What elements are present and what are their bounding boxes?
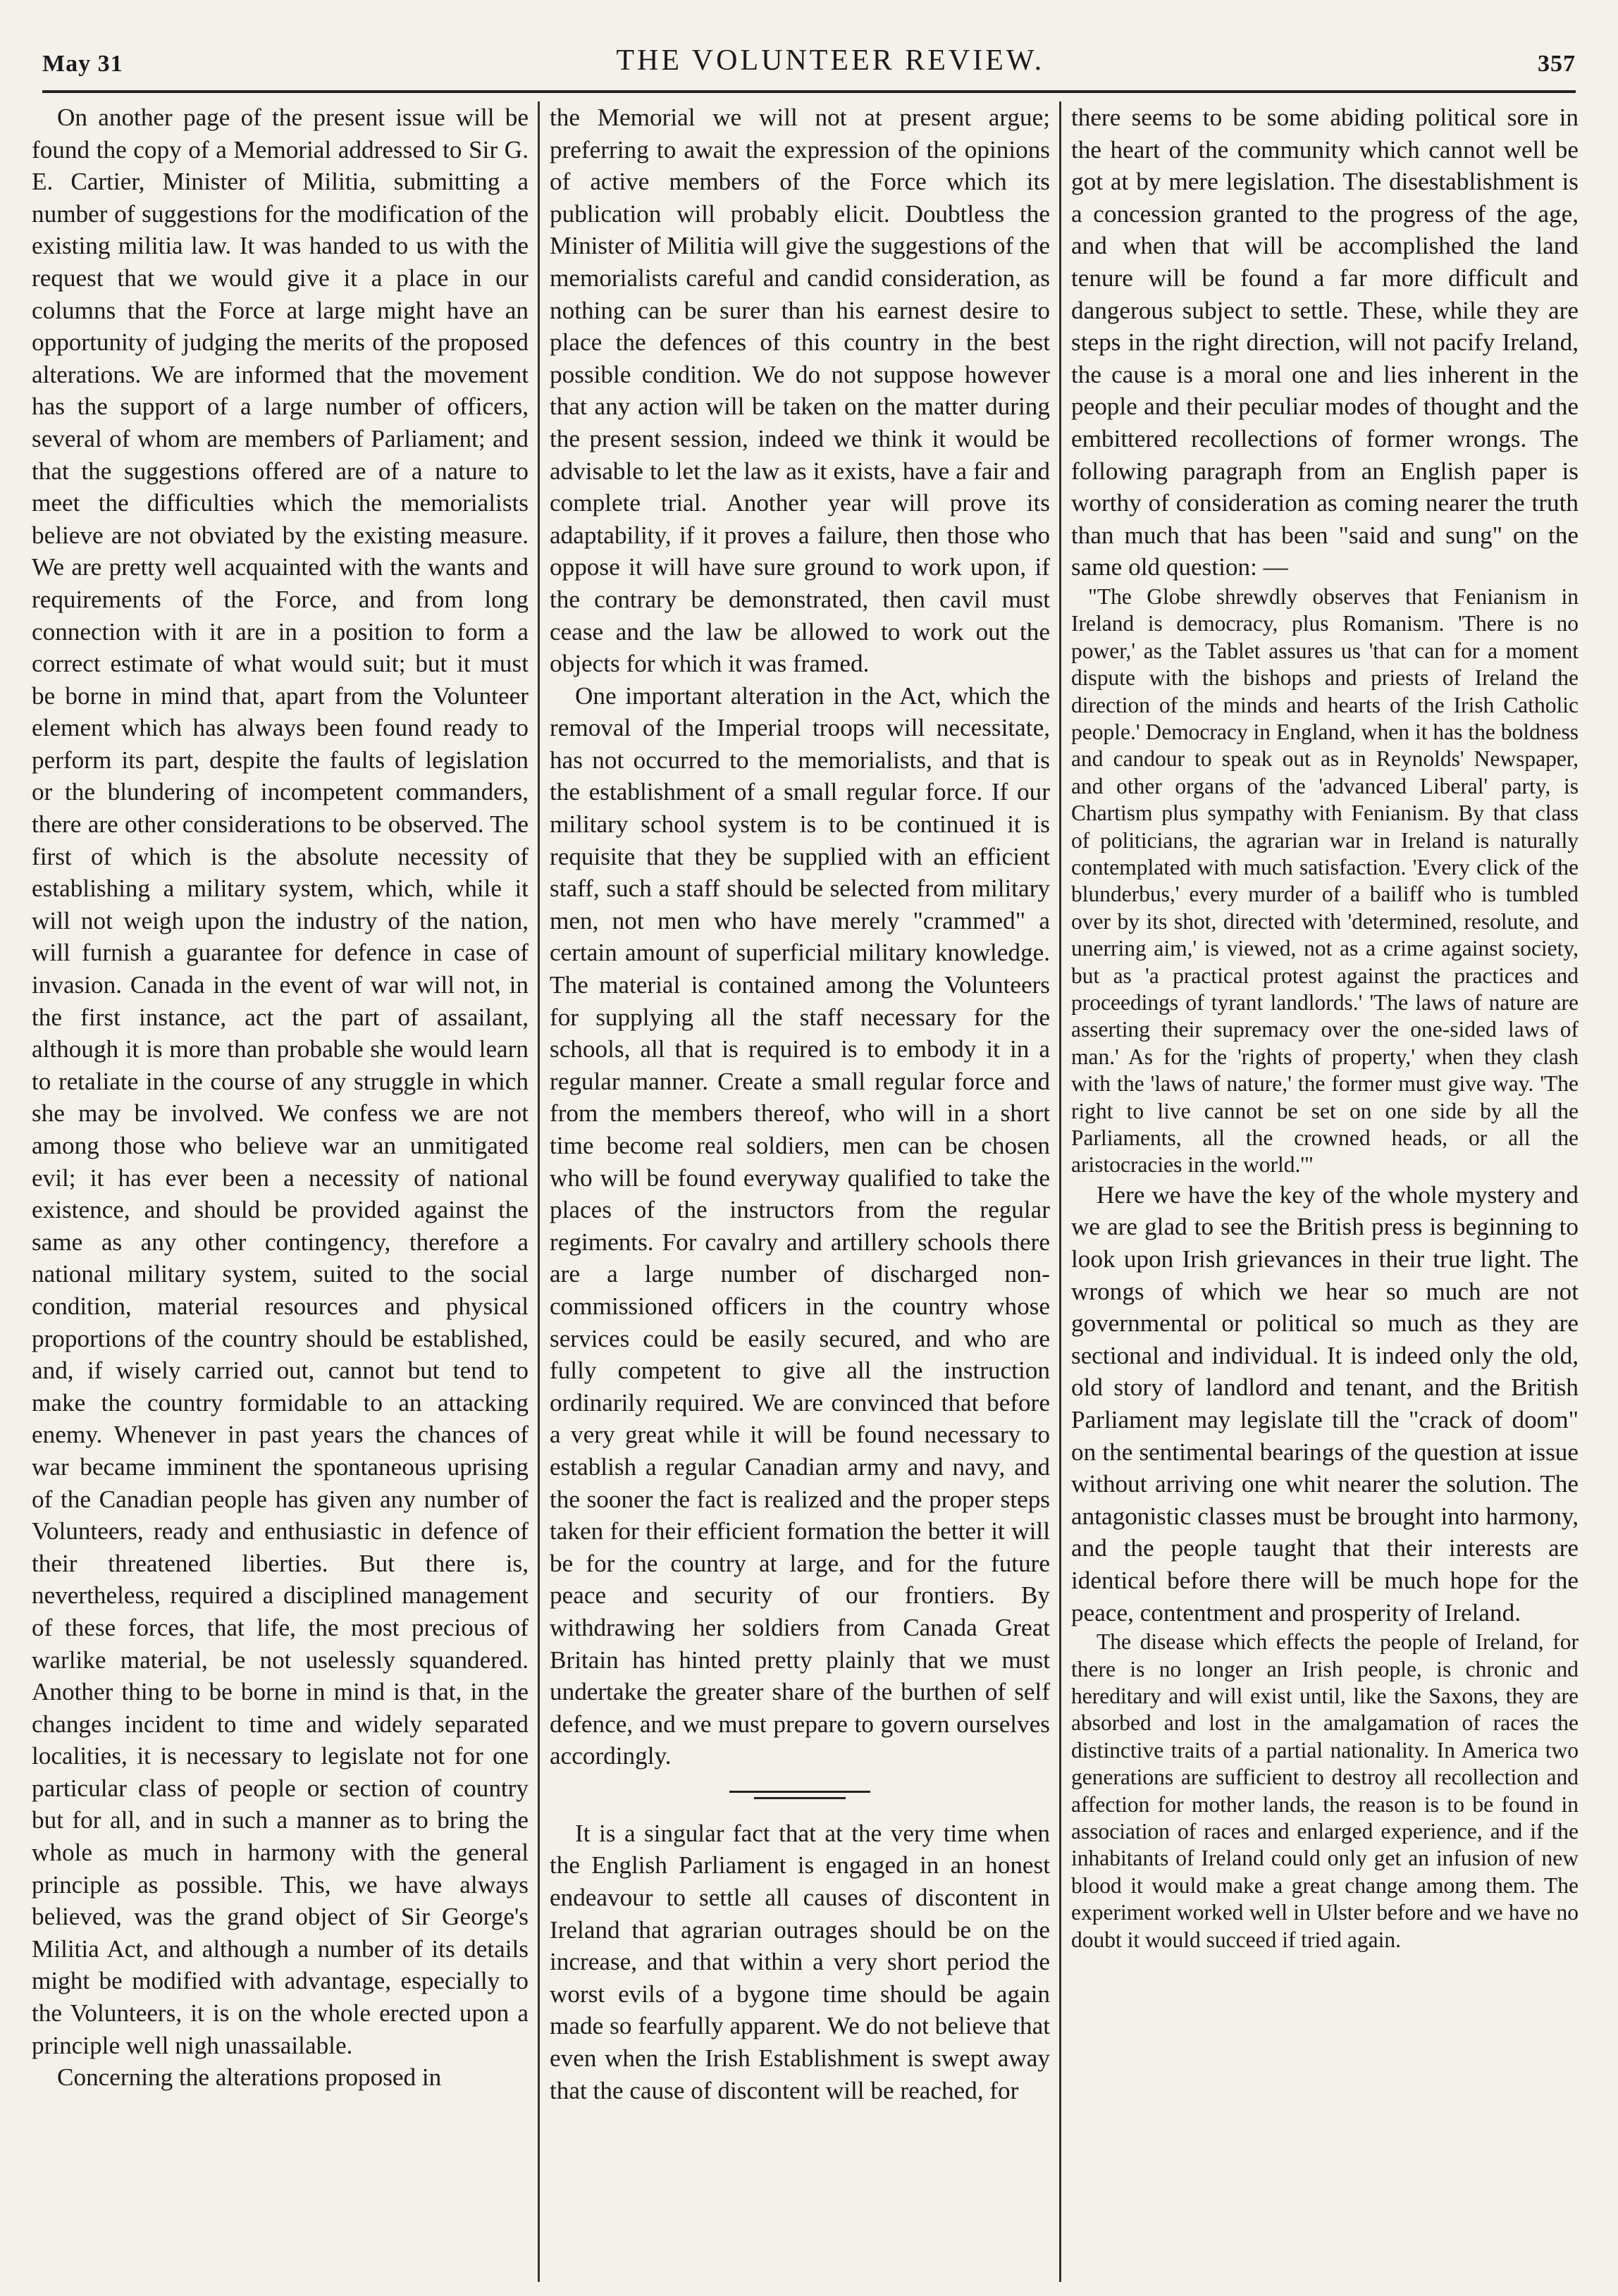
column-3 [1071,101,1579,2282]
section-divider [550,1772,1050,1817]
column-divider [538,101,540,2282]
editorial-paragraph: the Memorial we will not at present argue; preferring to await the expression of the opinions of active members of the Force which its publication will probably elicit. Doubtless the Minister of Militia will give the suggestions of the memorialists careful and candid consideration, as nothing can be surer than his earnest desire to place the defences of this country in the best possible condition. We do not suppose however that any action will be taken on the matter during the present session, indeed we think it would be advisable to let the law as it exists, have a fair and complete trial. Another year will prove its adaptability, if it proves a failure, then those who oppose it will have sure ground to work upon, if the contrary be demonstrated, then cavil must cease and the law be allowed to work out the objects for which it was framed. [550,104,1050,678]
block-quote: "The Globe shrewdly observes that Fenianism in Ireland is democracy, plus Romanism. 'There is no power,' as the Tablet assures us 'that can for a moment dispute with the bishops and priests of Ireland the direction of the minds and hearts of the Irish Catholic people.' Democracy in England, when it has the boldness and candour to speak out as in Reynolds' Newspaper, and other organs of the 'advanced Liberal' party, is Chartism plus sympathy with Fenianism. By that class of politicians, the agrarian war in Ireland is naturally contemplated with much satisfaction. 'Every click of the blunderbus,' every murder of a bailiff who is tumbled over by its shot, directed with 'determined, resolute, and unerring aim,' is viewed, not as a crime against society, but as 'a practical protest against the practices and proceedings of tyrant landlords.' 'The laws of nature are asserting their supremacy over the one-sided laws of man.' As for the 'rights of property,' when they clash with the 'laws of nature,' the former must give way. 'The right to live cannot be set on one side by all the Parliaments, all the crowned heads, or all the aristocracies in the world.'" [1071,584,1579,1178]
editorial-paragraph: Here we have the key of the whole mystery and we are glad to see the British press is beginning to look upon Irish grievances in their true light. The wrongs of which we hear so much are not governmental or political so much as they are sectional and individual. It is indeed only the old, old story of landlord and tenant, and the British Parliament may legislate till the "crack of doom" on the sentimental bearings of the question at issue without arriving one whit nearer the solution. The antagonistic classes must be brought into harmony, and the people taught that their interests are identical before there will be much hope for the peace, contentment and prosperity of Ireland. [1071,1180,1579,1627]
column-divider [1059,101,1061,2282]
page-header [42,28,1576,78]
column-2 [550,101,1050,2282]
editorial-paragraph: Concerning the alterations proposed in [57,2063,442,2092]
page-number: 357 [1538,51,1576,77]
publication-title: THE VOLUNTEER REVIEW. [616,44,1045,77]
divider-line [754,1797,846,1799]
editorial-paragraph: The disease which effects the people of Ireland, for there is no longer an Irish people, is chronic and hereditary and will exist until, like the Saxons, they are absorbed and lost in the amalgamation of races the distinctive traits of a partial nationality. In America two generations are sufficient to destroy all recollection and affection for mother lands, the reason is to be found in association of races and enlarged experience, and if the inhabitants of Ireland could only get an infusion of new blood it would make a great change among them. The experiment worked well in Ulster before and we have no doubt it would succeed if tried again. [1071,1629,1579,1952]
editorial-paragraph: On another page of the present issue will be found the copy of a Memorial addressed to Sir G. E. Cartier, Minister of Militia, submitting a number of suggestions for the modification of the existing militia law. It was handed to us with the request that we would give it a place in our columns that the Force at large might have an opportunity of judging the merits of the proposed alterations. We are informed that the movement has the support of a large number of officers, several of whom are members of Parliament; and that the suggestions offered are of a nature to meet the difficulties which the memorialists believe are not obviated by the existing measure. We are pretty well acquainted with the wants and requirements of the Force, and from long connection with it are in a position to form a correct estimate of what would suit; but it must be borne in mind that, apart from the Volunteer element which has always been found ready to perform its part, despite the faults of legislation or the blundering of incompetent commanders, there are other considerations to be observed. The first of which is the absolute necessity of establishing a military system, which, while it will not weigh upon the industry of the nation, will furnish a guarantee for defence in case of invasion. Canada in the event of war will not, in the first instance, act the part of assailant, although it is more than probable she would learn to retaliate in the course of any struggle in which she may be involved. We confess we are not among those who believe war an unmitigated evil; it has ever been a necessity of national existence, and should be provided against the same as any other contingency, therefore a national military system, suited to the social condition, material resources and physical proportions of the country should be established, and, if wisely carried out, cannot but tend to make the country formidable to an attacking enemy. Whenever in past years the chances of war became imminent the spontaneous uprising of the Canadian people has given any number of Volunteers, ready and enthusiastic in defence of their threatened liberties. But there is, nevertheless, required a disciplined management of these forces, that life, the most precious of warlike material, be not uselessly squandered. Another thing to be borne in mind is that, in the changes incident to time and widely separated localities, it is necessary to legislate not for one particular class of people or section of country but for all, and in such a manner as to bring the whole as much in harmony with the general principle as possible. This, we have always believed, was the grand object of Sir George's Militia Act, and although a number of its details might be modified with advantage, especially to the Volunteers, it is on the whole erected upon a principle well nigh unassailable. [32,104,529,2059]
header-date: May 31 [42,51,123,77]
header-rule [42,90,1576,93]
divider-line [729,1791,870,1793]
editorial-paragraph: It is a singular fact that at the very time when the English Parliament is engaged in an honest endeavour to settle all causes of discontent in Ireland that agrarian outrages should be on the increase, and that within a very short period the worst evils of a bygone time should be again made so fearfully apparent. We do not believe that even when the Irish Establishment is swept away that the cause of discontent will be reached, for [550,1819,1050,2104]
editorial-paragraph: One important alteration in the Act, which the removal of the Imperial troops will necessitate, has not occurred to the memorialists, and that is the establishment of a small regular force. If our military school system is to be continued it is requisite that they be supplied with an efficient staff, such a staff should be selected from military men, not men who have merely "crammed" a certain amount of superficial military knowledge. The material is contained among the Volunteers for supplying all the staff necessary for the schools, all that is required is to embody it in a regular manner. Create a small regular force and from the members thereof, who will in a short time become real soldiers, men can be chosen who will be found everyway qualified to take the places of the instructors from the regular regiments. For cavalry and artillery schools there are a large number of discharged non-commissioned officers in the country whose services could be easily secured, and who are fully competent to give all the instruction ordinarily required. We are convinced that before a very great while it will be found necessary to establish a regular Canadian army and navy, and the sooner the fact is realized and the proper steps taken for their efficient formation the better it will be for the country at large, and for the future peace and security of our frontiers. By withdrawing her soldiers from Canada Great Britain has hinted pretty plainly that we must undertake the greater share of the burthen of self defence, and we must prepare to govern ourselves accordingly. [550,681,1050,1770]
column-1 [32,101,529,2282]
editorial-paragraph: there seems to be some abiding political sore in the heart of the community which cannot well be got at by mere legislation. The disestablishment is a concession granted to the progress of the age, and when that will be accomplished the land tenure will be found a far more difficult and dangerous subject to settle. These, while they are steps in the right direction, will not pacify Ireland, the cause is a moral one and lies inherent in the people and their peculiar modes of thought and the embittered recollections of former wrongs. The following paragraph from an English paper is worthy of consideration as coming nearer the truth than much that has been "said and sung" on the same old question: — [1071,104,1579,581]
